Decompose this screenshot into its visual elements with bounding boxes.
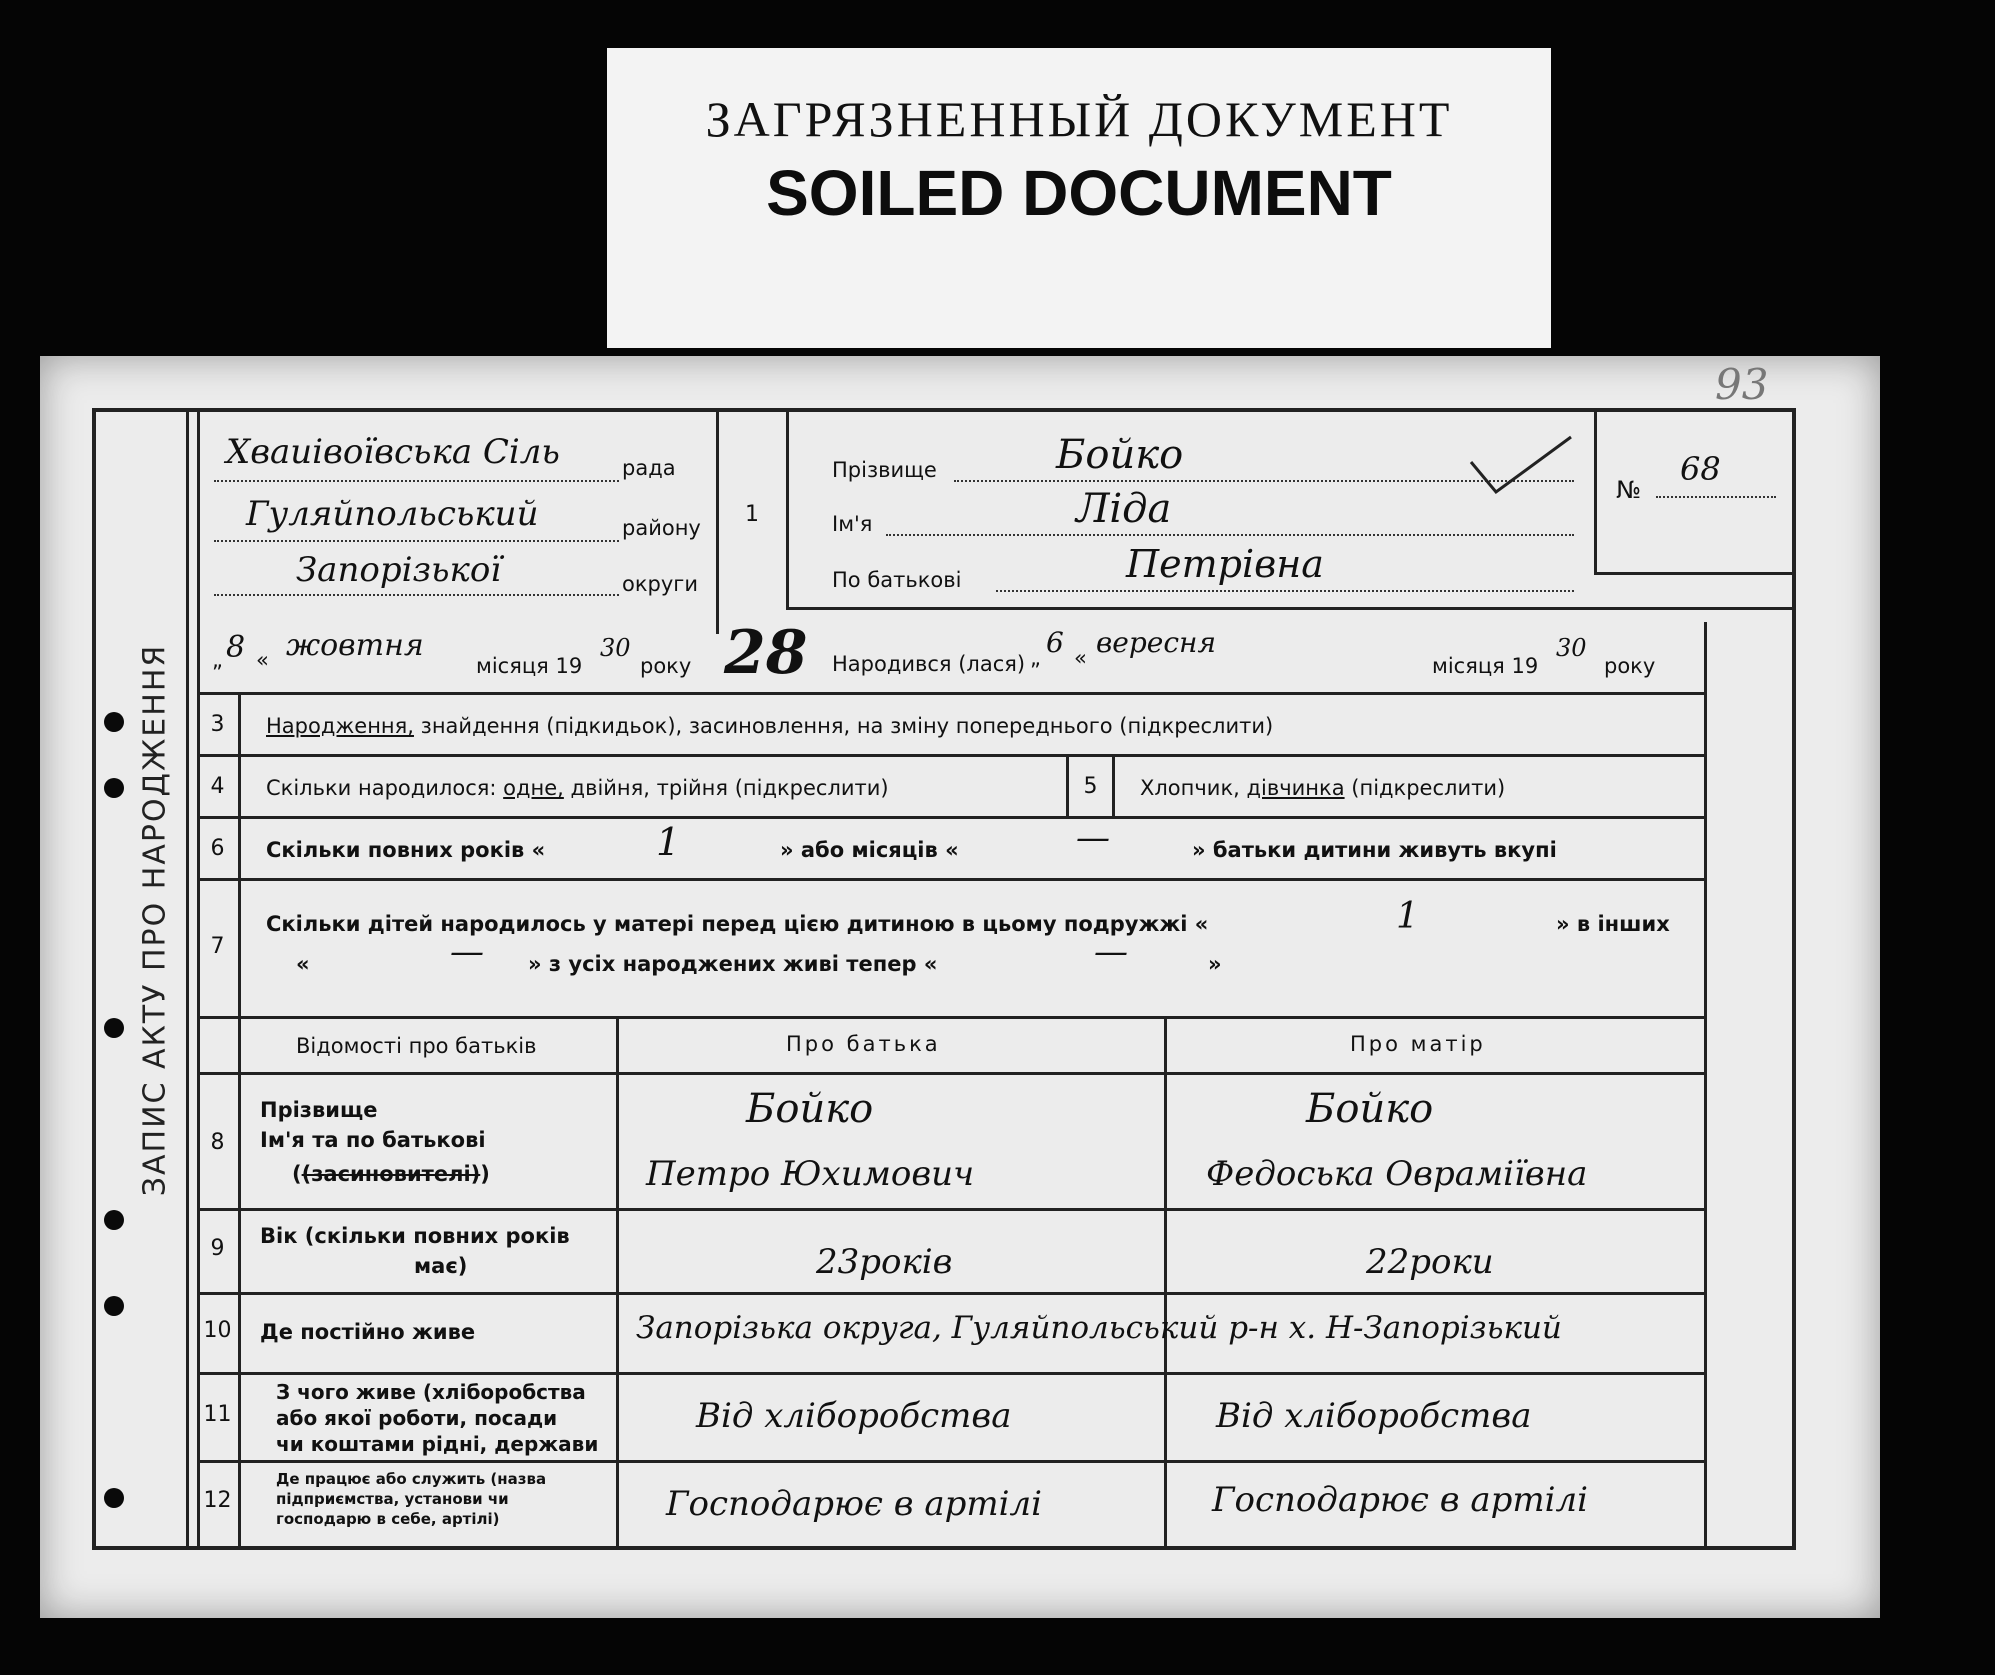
born-label: Народився (лася) — [832, 652, 1026, 676]
date-quote-open: „ — [212, 648, 223, 672]
row7-line2-mid: » з усіх народжених живі тепер « — [528, 952, 938, 976]
row5-option-girl: дівчинка — [1246, 776, 1345, 800]
row-number: 11 — [203, 1402, 232, 1427]
side-title-text: ЗАПИС АКТУ ПРО НАРОДЖЕННЯ — [137, 643, 173, 1197]
born-quote-close: « — [1074, 646, 1087, 670]
patronymic-label: По батькові — [832, 568, 962, 592]
frame-line — [197, 1016, 1704, 1019]
frame-line — [186, 412, 189, 1546]
father-age: 23років — [816, 1242, 953, 1282]
father-occupation: Від хліборобства — [696, 1396, 1012, 1436]
rayon-label: району — [622, 516, 701, 540]
col-mother-header: Про матір — [1350, 1032, 1486, 1056]
frame-line — [1594, 412, 1597, 572]
row12-label-3: господарю в себе, артілі) — [276, 1510, 500, 1528]
surname-value: Бойко — [1056, 432, 1184, 478]
row7-value2: — — [450, 932, 484, 972]
frame-line — [238, 692, 241, 1546]
label-russian: ЗАГРЯЗНЕННЫЙ ДОКУМЕНТ — [705, 91, 1453, 147]
date-year-suffix: 30 — [600, 634, 631, 662]
row5-text — [1140, 776, 1505, 800]
row12-label-2: підприємства, установи чи — [276, 1490, 509, 1508]
row5-suffix: (підкреслити) — [1351, 776, 1506, 800]
date-month-label: місяця 19 — [476, 654, 583, 678]
row4-text — [266, 776, 889, 800]
patronymic-value: Петрівна — [1126, 542, 1324, 586]
row6-months: — — [1076, 818, 1110, 858]
row4-prefix: Скільки народилося: — [266, 776, 497, 800]
mother-name: Федоська Овраміївна — [1206, 1154, 1588, 1194]
frame-line — [786, 607, 1792, 610]
fill-line — [214, 480, 619, 482]
row12-label-1: Де працює або служить (назва — [276, 1470, 547, 1488]
row7-line2-start: « — [296, 952, 310, 976]
frame-line — [197, 1292, 1704, 1295]
row-number: 3 — [210, 712, 225, 737]
frame-line — [197, 1372, 1704, 1375]
frame-line — [197, 1460, 1704, 1463]
label-english: SOILED DOCUMENT — [766, 157, 1392, 229]
fill-line — [214, 594, 619, 596]
okruha-value: Запорізької — [296, 550, 502, 590]
row6-prefix: Скільки повних років « — [266, 838, 546, 862]
row10-label: Де постійно живе — [260, 1320, 476, 1344]
row11-label-2: або якої роботи, посади — [276, 1406, 558, 1430]
col-info-header: Відомості про батьків — [296, 1034, 537, 1058]
row4-option-one: одне, — [503, 776, 564, 800]
rada-value: Хваиівоївська Сіль — [226, 432, 560, 472]
date-year-label: року — [640, 654, 692, 678]
checkmark-icon — [1466, 432, 1576, 502]
date-quote-close: « — [256, 648, 269, 672]
row-number: 7 — [210, 934, 225, 959]
birth-record-form — [92, 408, 1796, 1550]
row6-suffix: » батьки дитини живуть вкупі — [1192, 838, 1557, 862]
row3-option-birth: Народження, — [266, 714, 414, 738]
row7-line1: Скільки дітей народилось у матері перед цією дитиною в цьому подружжі « — [266, 912, 1209, 936]
row9-label-1: Вік (скільки повних років — [260, 1224, 570, 1248]
row-number: 5 — [1083, 774, 1098, 799]
father-surname: Бойко — [746, 1086, 874, 1132]
born-month-label: місяця 19 — [1432, 654, 1539, 678]
col-father-header: Про батька — [786, 1032, 941, 1056]
okruha-label: округи — [622, 572, 698, 596]
record-date-number: 28 — [724, 618, 808, 688]
frame-line — [197, 754, 1704, 757]
row-number: 6 — [210, 836, 225, 861]
fill-line — [1656, 496, 1776, 498]
row7-line1-end: » в інших — [1556, 912, 1670, 936]
page-number: 93 — [1715, 360, 1769, 409]
row-number: 12 — [203, 1488, 232, 1513]
row7-value1: 1 — [1396, 896, 1419, 937]
mother-occupation: Від хліборобства — [1216, 1396, 1532, 1436]
mother-workplace: Господарює в артілі — [1212, 1480, 1589, 1520]
surname-label: Прізвище — [832, 458, 937, 482]
frame-line — [616, 1016, 619, 1546]
born-year-suffix: 30 — [1556, 634, 1587, 662]
father-workplace: Господарює в артілі — [666, 1484, 1043, 1524]
row-number: 1 — [745, 502, 759, 527]
rada-label: рада — [622, 456, 676, 480]
frame-line — [716, 412, 719, 634]
residence-value: Запорізька округа, Гуляйпольський р-н х. Н-Запорізький — [636, 1310, 1562, 1346]
fill-line — [886, 534, 1574, 536]
date-day: 8 — [226, 630, 246, 665]
frame-line — [1704, 622, 1707, 1546]
fill-line — [996, 590, 1574, 592]
frame-line — [786, 412, 789, 609]
row3-options: знайдення (підкидьок), засиновлення, на зміну попереднього (підкреслити) — [420, 714, 1274, 738]
row7-line2-end: » — [1208, 952, 1222, 976]
row5-prefix: Хлопчик, — [1140, 776, 1240, 800]
row11-label-3: чи коштами рідні, держави — [276, 1432, 599, 1456]
row-number: 10 — [203, 1318, 232, 1343]
row-number: 9 — [210, 1236, 225, 1261]
date-month: жовтня — [286, 628, 424, 663]
frame-line — [197, 878, 1704, 881]
row8-label-adopters: ((засиновителі)) — [292, 1162, 490, 1186]
row9-label-2: має) — [414, 1254, 468, 1278]
fill-line — [214, 540, 619, 542]
mother-age: 22роки — [1366, 1242, 1494, 1282]
row8-label-name: Ім'я та по батькові — [260, 1128, 486, 1152]
father-name: Петро Юхимович — [646, 1154, 975, 1194]
name-value: Ліда — [1076, 486, 1172, 532]
mother-surname: Бойко — [1306, 1086, 1434, 1132]
rayon-value: Гуляйпольський — [246, 494, 539, 534]
row6-middle: » або місяців « — [780, 838, 959, 862]
born-year-label: року — [1604, 654, 1656, 678]
number-label: № — [1616, 476, 1641, 504]
frame-line — [1594, 572, 1792, 575]
row7-value3: — — [1094, 932, 1128, 972]
row-number: 8 — [210, 1130, 225, 1155]
record-number: 68 — [1680, 450, 1721, 488]
frame-line — [1112, 754, 1115, 816]
frame-line — [1164, 1016, 1167, 1546]
name-label: Ім'я — [832, 512, 873, 536]
frame-line — [197, 412, 200, 1546]
soiled-document-label — [607, 48, 1551, 348]
born-month: вересня — [1096, 626, 1217, 659]
born-quote-open: „ — [1030, 646, 1041, 670]
row8-label-surname: Прізвище — [260, 1098, 378, 1122]
row11-label-1: З чого живе (хліборобства — [276, 1380, 586, 1404]
frame-line — [197, 692, 1704, 695]
row6-years: 1 — [656, 820, 681, 864]
row-number: 4 — [210, 774, 225, 799]
row3-text — [266, 714, 1273, 738]
frame-line — [197, 1208, 1704, 1211]
frame-line — [197, 1072, 1704, 1075]
frame-line — [197, 816, 1704, 819]
row4-options: двійня, трійня (підкреслити) — [570, 776, 889, 800]
born-day: 6 — [1046, 626, 1064, 659]
